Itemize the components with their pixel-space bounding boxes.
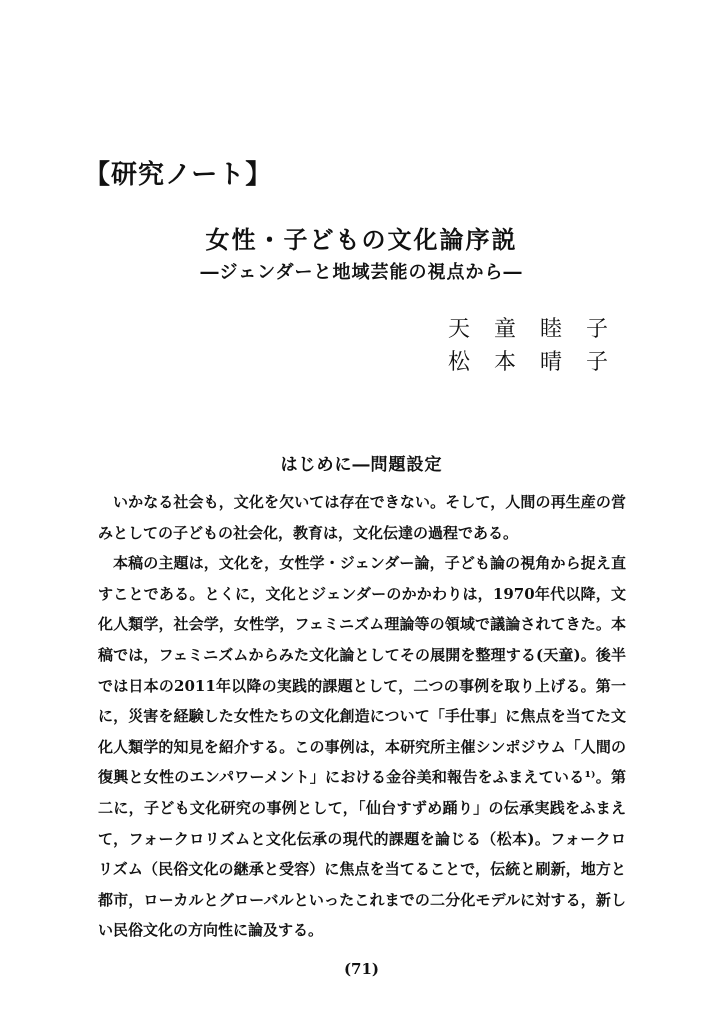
section-heading: はじめに―問題設定 (280, 455, 443, 475)
author-1-char: 童 (494, 317, 517, 342)
article-type-label: 【研究ノート】 (84, 160, 273, 190)
author-1 (448, 312, 608, 343)
body-text (98, 487, 626, 946)
author-1-char: 睦 (540, 317, 563, 342)
author-2 (448, 345, 608, 376)
author-1-char: 子 (586, 317, 609, 342)
paragraph: いかなる社会も，文化を欠いては存在できない。そして，人間の再生産の営みとしての子どもの社会化，教育は，文化伝達の過程である。 (98, 493, 626, 542)
page-number: (71) (343, 960, 380, 978)
article-title: 女性・子どもの文化論序説 (205, 226, 518, 254)
author-2-char: 子 (586, 350, 609, 375)
author-2-char: 本 (494, 350, 517, 375)
author-1-char: 天 (448, 317, 471, 342)
paragraph: 本稿の主題は，文化を，女性学・ジェンダー論，子ども論の視角から捉え直すことである。とくに，文化とジェンダーのかかわりは，1970年代以降，文化人類学，社会学，女性学，フェミニズム理論等の領域で議論されてきた。本稿では，フェミニズムからみた文化論としてその展開を整理する(天童)。後半では日本の2011年以降の実践的課題として，二つの事例を取り上げる。第一に，災害を経験した女性たちの文化創造について「手仕事」に焦点を当てた文化人類学的知見を紹介する。この事例は，本研究所主催シンポジウム「人間の復興と女性のエンパワーメント」における金谷美和報告をふまえている¹⁾。第二に，子ども文化研究の事例として，「仙台すずめ踊り」の伝承実践をふまえて，フォークロリズムと文化伝承の現代的課題を論じる（松本)。フォークロリズム（民俗文化の継承と受容）に焦点を当てることで，伝統と刷新，地方と都市，ローカルとグローバルといったこれまでの二分化モデルに対する，新しい民俗文化の方向性に論及する。 (98, 554, 626, 940)
article-subtitle: ―ジェンダーと地域芸能の視点から― (200, 262, 523, 283)
author-2-char: 晴 (540, 350, 563, 375)
author-2-char: 松 (448, 350, 471, 375)
